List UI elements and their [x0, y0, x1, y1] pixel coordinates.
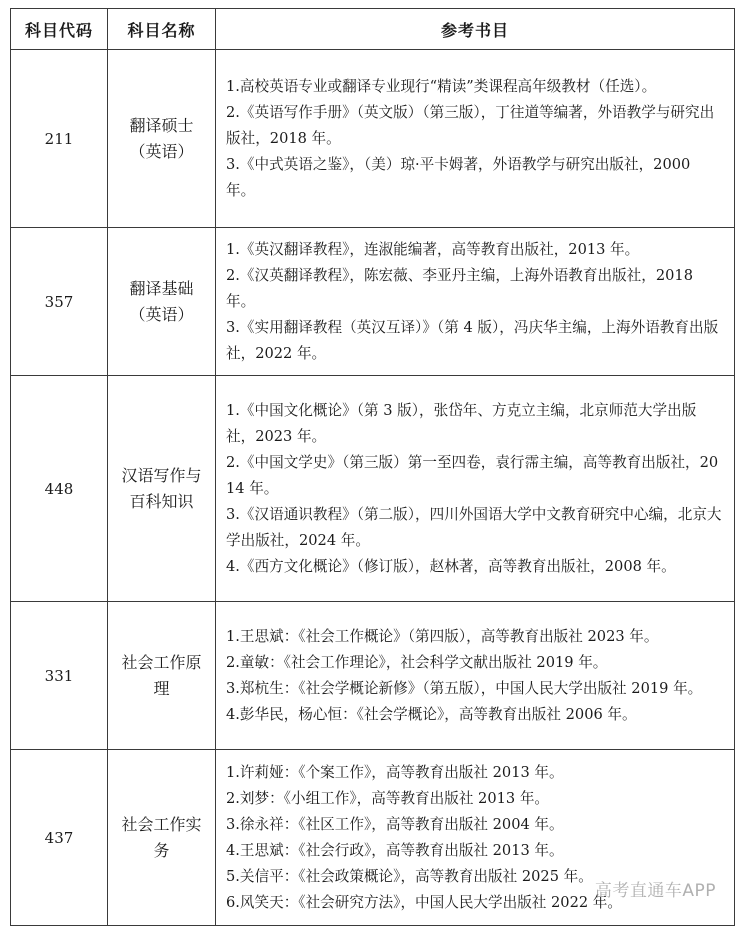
reference-books-table: [10, 8, 735, 926]
reference-list: [216, 50, 735, 228]
reference-item: 3.徐永祥：《社区工作》，高等教育出版社 2004 年。: [226, 815, 564, 833]
reference-item: 1.《中国文化概论》（第 3 版），张岱年、方克立主编，北京师范大学出版社，2023 年。: [226, 401, 697, 445]
subject-code: 357: [11, 228, 108, 376]
subject-name: 汉语写作与百科知识: [121, 465, 202, 511]
subject-name: 社会工作原理: [121, 652, 202, 698]
reference-list: [216, 376, 735, 602]
subject-code: 331: [11, 602, 108, 750]
watermark: 高考直通车APP: [594, 881, 716, 901]
reference-item: 2.《中国文学史》（第三版）第一至四卷，袁行霈主编，高等教育出版社，2014 年。: [226, 453, 719, 497]
reference-list: [216, 750, 735, 926]
reference-item: 4.彭华民，杨心恒：《社会学概论》，高等教育出版社 2006 年。: [226, 705, 637, 723]
reference-item: 5.关信平：《社会政策概论》，高等教育出版社 2025 年。: [226, 867, 593, 885]
subject-name: 翻译基础（英语）: [129, 278, 194, 324]
subject-name: 社会工作实务: [121, 814, 202, 860]
subject-name-cell: [108, 228, 216, 376]
table-row: [11, 228, 735, 376]
reference-item: 4.《西方文化概论》（修订版），赵林著，高等教育出版社，2008 年。: [226, 557, 676, 575]
reference-item: 2.《英语写作手册》（英文版）（第三版），丁往道等编著，外语教学与研究出版社，2018 年。: [226, 103, 715, 147]
reference-list: [216, 228, 735, 376]
reference-item: 2.童敏：《社会工作理论》，社会科学文献出版社 2019 年。: [226, 653, 608, 671]
reference-item: 4.王思斌：《社会行政》，高等教育出版社 2013 年。: [226, 841, 564, 859]
reference-item: 2.刘梦：《小组工作》，高等教育出版社 2013 年。: [226, 789, 550, 807]
header-row: [11, 9, 735, 50]
reference-item: 1.《英汉翻译教程》，连淑能编著，高等教育出版社，2013 年。: [226, 240, 640, 258]
subject-name-cell: [108, 750, 216, 926]
subject-name-cell: [108, 376, 216, 602]
header-subject-name: 科目名称: [108, 9, 216, 50]
subject-name-cell: [108, 602, 216, 750]
table-body: [11, 50, 735, 926]
header-reference-books: 参考书目: [216, 9, 735, 50]
reference-item: 6.风笑天：《社会研究方法》，中国人民大学出版社 2022 年。: [226, 893, 622, 911]
subject-code: 211: [11, 50, 108, 228]
reference-list: [216, 602, 735, 750]
reference-item: 1.王思斌：《社会工作概论》（第四版），高等教育出版社 2023 年。: [226, 627, 659, 645]
reference-item: 3.《汉语通识教程》（第二版），四川外国语大学中文教育研究中心编，北京大学出版社，2024 年。: [226, 505, 722, 549]
table-row: [11, 50, 735, 228]
reference-item: 3.《实用翻译教程（英汉互译）》（第 4 版），冯庆华主编，上海外语教育出版社，2022 年。: [226, 318, 719, 362]
table-row: [11, 602, 735, 750]
table-row: [11, 750, 735, 926]
reference-item: 3.郑杭生：《社会学概论新修》（第五版），中国人民大学出版社 2019 年。: [226, 679, 703, 697]
subject-name-cell: [108, 50, 216, 228]
reference-item: 1.许莉娅：《个案工作》，高等教育出版社 2013 年。: [226, 763, 564, 781]
header-subject-code: 科目代码: [11, 9, 108, 50]
reference-item: 1.高校英语专业或翻译专业现行“精读”类课程高年级教材（任选）。: [226, 77, 657, 95]
subject-code: 437: [11, 750, 108, 926]
subject-code: 448: [11, 376, 108, 602]
reference-item: 2.《汉英翻译教程》，陈宏薇、李亚丹主编，上海外语教育出版社，2018 年。: [226, 266, 693, 310]
reference-item: 3.《中式英语之鉴》，（美）琼·平卡姆著，外语教学与研究出版社，2000 年。: [226, 155, 691, 199]
table-row: [11, 376, 735, 602]
table-header: [11, 9, 735, 50]
subject-name: 翻译硕士（英语）: [129, 115, 194, 161]
